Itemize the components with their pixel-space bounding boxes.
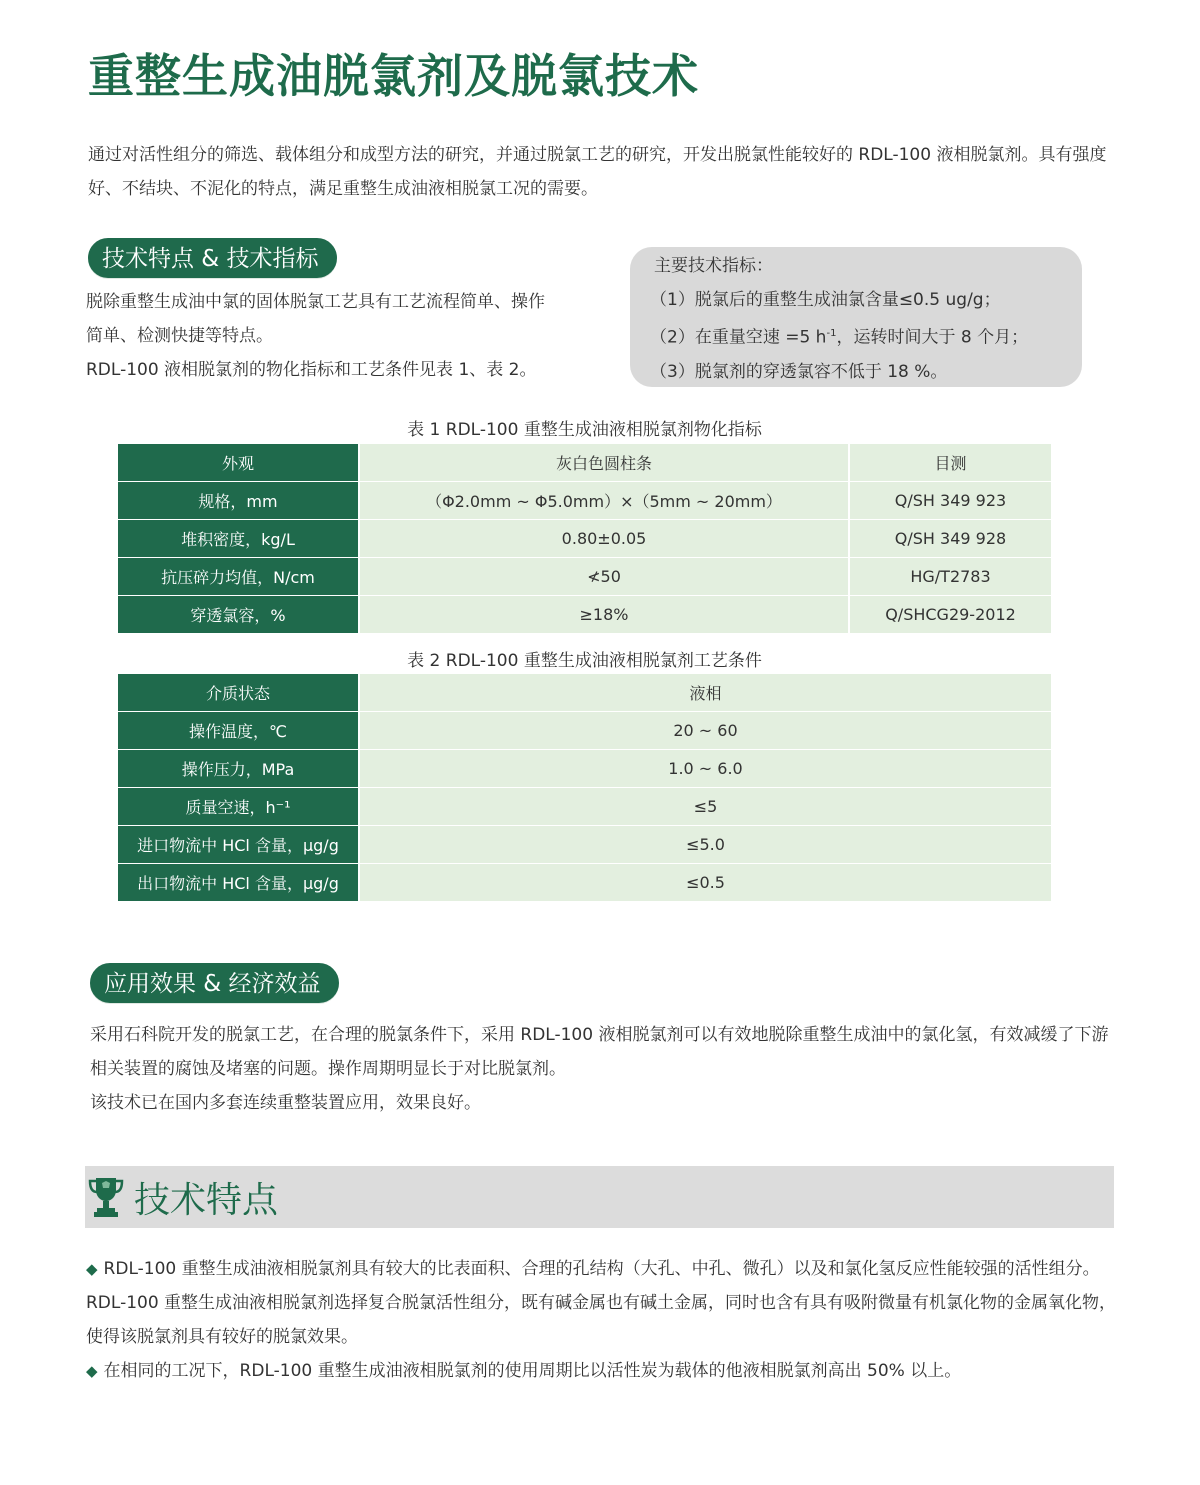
row-value: 20 ~ 60 (359, 712, 1051, 750)
row-label: 操作温度，℃ (118, 712, 359, 750)
table-row (118, 864, 1051, 902)
row-value: ≤5 (359, 788, 1051, 826)
diamond-bullet-icon: ◆ (86, 1260, 98, 1278)
tech-features-text (86, 285, 586, 387)
section-heading-tech-features-indicators: 技术特点 & 技术指标 (88, 238, 337, 278)
row-label: 质量空速，h⁻¹ (118, 788, 359, 826)
table-row (118, 444, 1051, 482)
table-row (118, 596, 1051, 634)
row-value: （Φ2.0mm ~ Φ5.0mm）×（5mm ~ 20mm） (359, 482, 849, 520)
row-label: 介质状态 (118, 674, 359, 712)
row-label: 出口物流中 HCl 含量，μg/g (118, 864, 359, 902)
section-heading-application-benefits: 应用效果 & 经济效益 (90, 963, 339, 1003)
indicators-heading: 主要技术指标： (654, 256, 773, 276)
row-label: 堆积密度，kg/L (118, 520, 359, 558)
row-value: 灰白色圆柱条 (359, 444, 849, 482)
row-value: ≤0.5 (359, 864, 1051, 902)
row-label: 外观 (118, 444, 359, 482)
row-value: ≥18% (359, 596, 849, 634)
table-row (118, 788, 1051, 826)
tech-features-banner-title: 技术特点 (134, 1180, 279, 1221)
physicochemical-spec-table (118, 444, 1051, 634)
list-item: ◆ RDL-100 重整生成油液相脱氯剂具有较大的比表面积、合理的孔结构（大孔、中孔、微孔）以及和氯化氢反应性能较强的活性组分。RDL-100 重整生成油液相脱氯剂选择复合脱氯活性组分，既有碱金属也有碱土金属，同时也含有具有吸附微量有机氯化物的金属氧化物，使得该脱氯剂具有较好的脱氯效果。 (86, 1259, 1117, 1347)
tech-features-bullets (86, 1252, 1121, 1388)
row-value: 液相 (359, 674, 1051, 712)
page-title: 重整生成油脱氯剂及脱氯技术 (88, 49, 699, 103)
row-label: 抗压碎力均值，N/cm (118, 558, 359, 596)
process-conditions-table (118, 674, 1051, 902)
application-paragraph: 采用石科院开发的脱氯工艺，在合理的脱氯条件下，采用 RDL-100 液相脱氯剂可以有效地脱除重整生成油中的氯化氢，有效减缓了下游相关装置的腐蚀及堵塞的问题。操作周期明显长于对比脱氯剂。 (90, 1025, 1109, 1079)
row-method: Q/SHCG29-2012 (849, 596, 1051, 634)
row-method: 目测 (849, 444, 1051, 482)
row-label: 进口物流中 HCl 含量，μg/g (118, 826, 359, 864)
row-value: 1.0 ~ 6.0 (359, 750, 1051, 788)
table-row (118, 826, 1051, 864)
row-method: HG/T2783 (849, 558, 1051, 596)
application-text (90, 1018, 1120, 1120)
table-row (118, 558, 1051, 596)
trophy-icon (88, 1176, 124, 1218)
indicator-item: （3）脱氯剂的穿透氯容不低于 18 %。 (650, 361, 948, 382)
list-item: ◆ 在相同的工况下，RDL-100 重整生成油液相脱氯剂的使用周期比以活性炭为载体的他液相脱氯剂高出 50% 以上。 (86, 1361, 962, 1381)
diamond-bullet-icon: ◆ (86, 1362, 98, 1380)
table-row (118, 674, 1051, 712)
application-paragraph: 该技术已在国内多套连续重整装置应用，效果良好。 (90, 1093, 481, 1113)
row-value: ≤5.0 (359, 826, 1051, 864)
tech-features-line: 简单、检测快捷等特点。 (86, 326, 273, 346)
row-label: 穿透氯容，% (118, 596, 359, 634)
table-row (118, 520, 1051, 558)
row-label: 操作压力，MPa (118, 750, 359, 788)
table-row (118, 712, 1051, 750)
row-method: Q/SH 349 923 (849, 482, 1051, 520)
tech-features-line: RDL-100 液相脱氯剂的物化指标和工艺条件见表 1、表 2。 (86, 360, 537, 380)
table1-caption: 表 1 RDL-100 重整生成油液相脱氯剂物化指标 (407, 420, 762, 440)
row-method: Q/SH 349 928 (849, 520, 1051, 558)
row-value: 0.80±0.05 (359, 520, 849, 558)
table-row (118, 750, 1051, 788)
table2-caption: 表 2 RDL-100 重整生成油液相脱氯剂工艺条件 (407, 651, 762, 671)
row-value: ≮50 (359, 558, 849, 596)
tech-features-line: 脱除重整生成油中氯的固体脱氯工艺具有工艺流程简单、操作 (86, 292, 545, 312)
table-row (118, 482, 1051, 520)
indicator-item: （2）在重量空速 =5 $h^{-1}$，运转时间大于 8 个月； (650, 327, 1029, 348)
indicator-item: （1）脱氯后的重整生成油氯含量≤0.5 ug/g； (650, 290, 1001, 310)
intro-paragraph: 通过对活性组分的筛选、载体组分和成型方法的研究，并通过脱氯工艺的研究，开发出脱氯性能较好的 RDL-100 液相脱氯剂。具有强度好、不结块、不泥化的特点，满足重整生成油液相脱氯工况的需要。 (88, 145, 1107, 199)
row-label: 规格，mm (118, 482, 359, 520)
main-indicators-box (630, 247, 1082, 387)
